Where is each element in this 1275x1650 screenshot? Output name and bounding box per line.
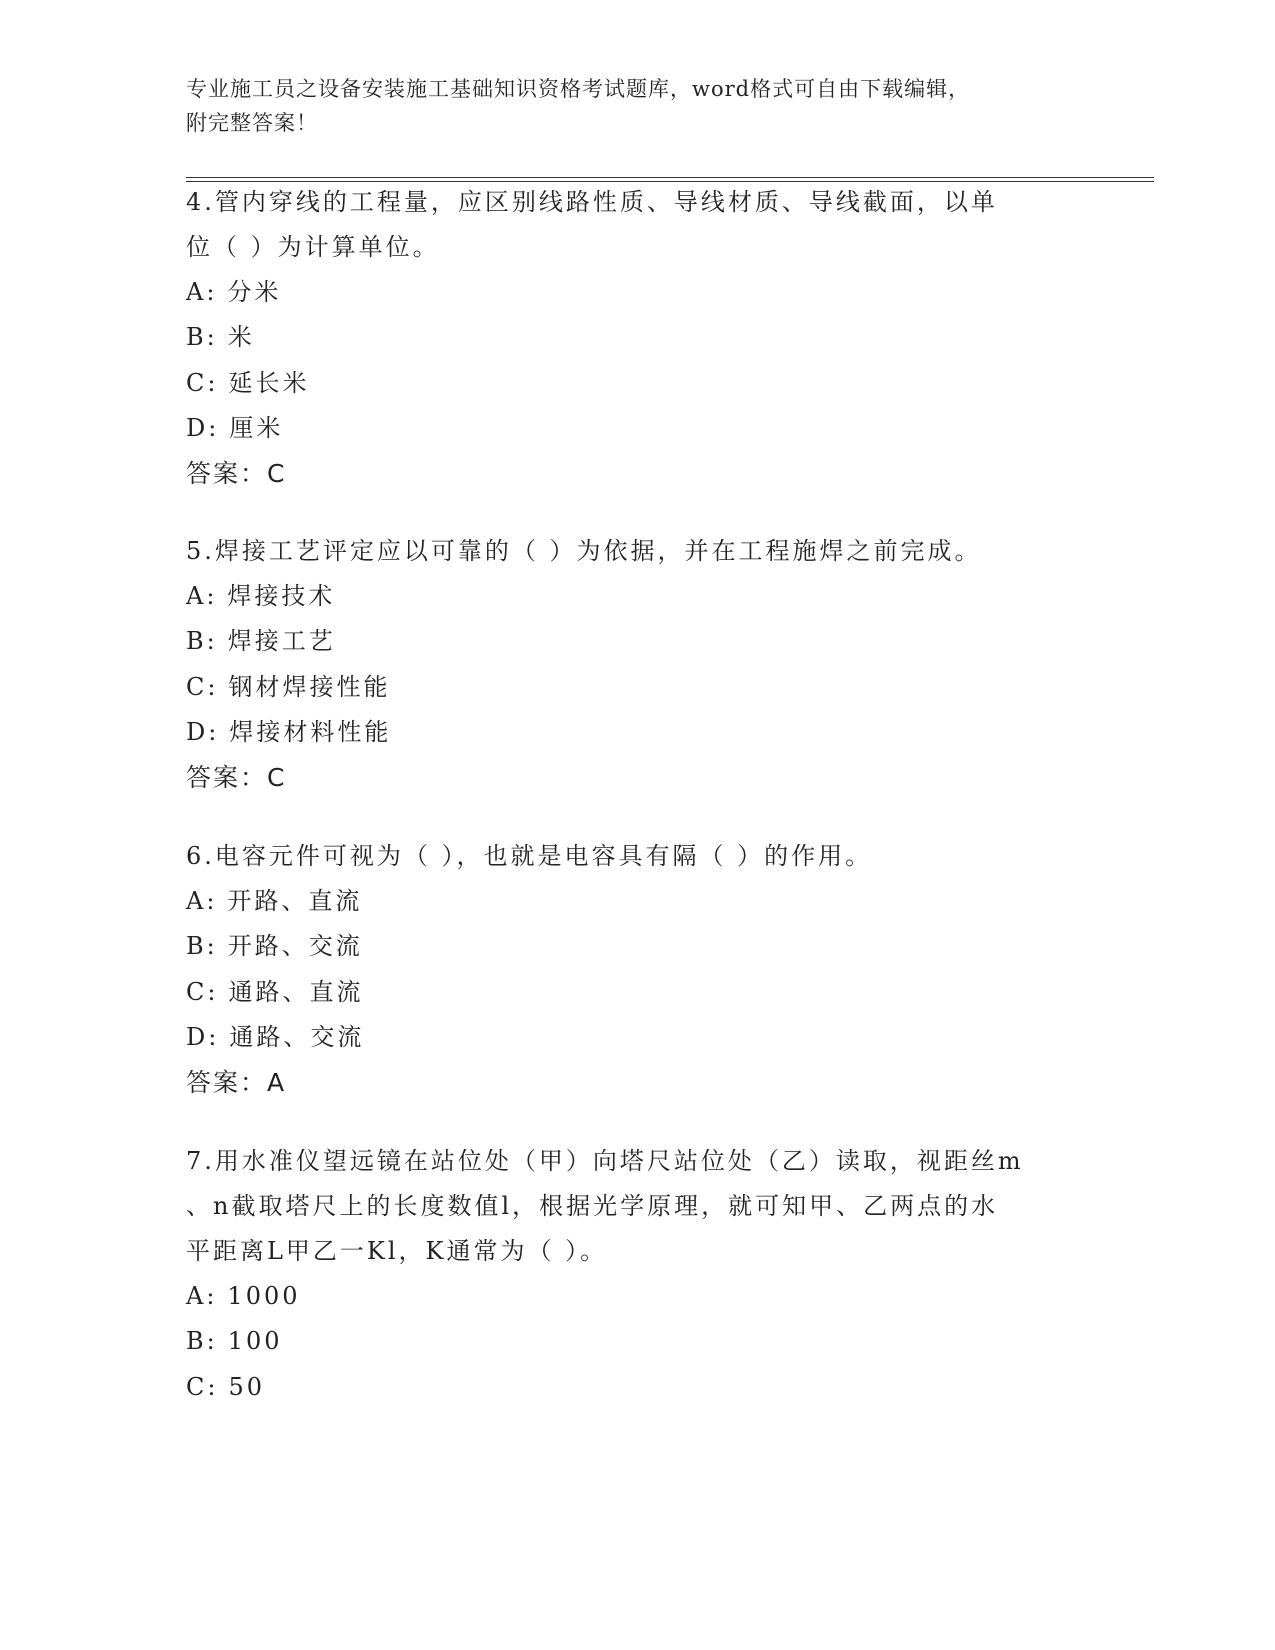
option-key: B:: [186, 323, 218, 352]
option-text: 100: [227, 1327, 283, 1356]
header-line-1: 专业施工员之设备安装施工基础知识资格考试题库，word格式可自由下载编辑，: [186, 77, 971, 101]
question-stem-line: 6.电容元件可视为（ ），也就是电容具有隔（ ）的作用。: [186, 842, 873, 870]
option-key: B:: [186, 932, 218, 961]
question-4: [186, 180, 1086, 496]
option-key: C:: [186, 672, 219, 701]
header-line-2: 附完整答案！: [186, 111, 318, 135]
option-c: [186, 1365, 1086, 1410]
answer-line: 答案：A: [186, 1068, 287, 1098]
option-text: 1000: [227, 1282, 301, 1310]
option-text: 通路、交流: [229, 1022, 365, 1051]
option-text: 延长米: [228, 368, 310, 397]
question-7: [186, 1139, 1086, 1410]
option-key: C:: [186, 977, 219, 1006]
option-b: [186, 619, 1086, 664]
answer-line: 答案：C: [186, 763, 287, 793]
question-6: [186, 834, 1086, 1105]
question-stem-line: 7.用水准仪望远镜在站位处（甲）向塔尺站位处（乙）读取，视距丝m: [186, 1147, 1024, 1175]
option-a: [186, 1274, 1086, 1319]
question-stem-line: 5.焊接工艺评定应以可靠的（ ）为依据，并在工程施焊之前完成。: [186, 537, 982, 565]
option-text: 通路、直流: [228, 977, 364, 1006]
answer-line: 答案：C: [186, 459, 287, 489]
option-text: 米: [227, 323, 255, 352]
option-key: D:: [186, 413, 220, 442]
option-key: C:: [186, 368, 219, 397]
question-stem-line: 位（ ）为计算单位。: [186, 233, 440, 261]
option-b: [186, 924, 1086, 969]
option-d: [186, 1015, 1086, 1060]
question-stem-line: 平距离L甲乙一Kl，K通常为（ ）。: [186, 1237, 608, 1265]
option-a: [186, 879, 1086, 924]
option-key: D:: [186, 717, 220, 746]
option-b: [186, 1319, 1086, 1364]
option-text: 焊接工艺: [227, 627, 336, 656]
option-key: D:: [186, 1022, 220, 1051]
question-stem-line: 4.管内穿线的工程量，应区别线路性质、导线材质、导线截面，以单: [186, 188, 998, 216]
option-key: C:: [186, 1372, 219, 1401]
option-text: 焊接技术: [227, 582, 336, 610]
option-c: [186, 665, 1086, 710]
option-d: [186, 710, 1086, 755]
question-5: [186, 529, 1086, 800]
option-key: A:: [186, 1282, 218, 1310]
option-text: 分米: [227, 278, 282, 306]
option-key: A:: [186, 582, 218, 610]
option-a: [186, 574, 1086, 619]
option-text: 50: [228, 1372, 265, 1401]
option-key: A:: [186, 278, 218, 306]
option-text: 厘米: [229, 413, 284, 442]
option-text: 开路、直流: [227, 887, 363, 915]
option-b: [186, 315, 1086, 360]
question-stem-line: 、n截取塔尺上的长度数值l，根据光学原理，就可知甲、乙两点的水: [186, 1192, 999, 1220]
option-text: 焊接材料性能: [229, 717, 392, 746]
option-c: [186, 970, 1086, 1015]
option-key: B:: [186, 1327, 218, 1356]
option-text: 钢材焊接性能: [228, 672, 391, 701]
option-c: [186, 361, 1086, 406]
option-key: B:: [186, 627, 218, 656]
option-key: A:: [186, 887, 218, 915]
option-text: 开路、交流: [227, 932, 363, 961]
option-d: [186, 406, 1086, 451]
option-a: [186, 270, 1086, 315]
document-header: [186, 72, 1086, 140]
